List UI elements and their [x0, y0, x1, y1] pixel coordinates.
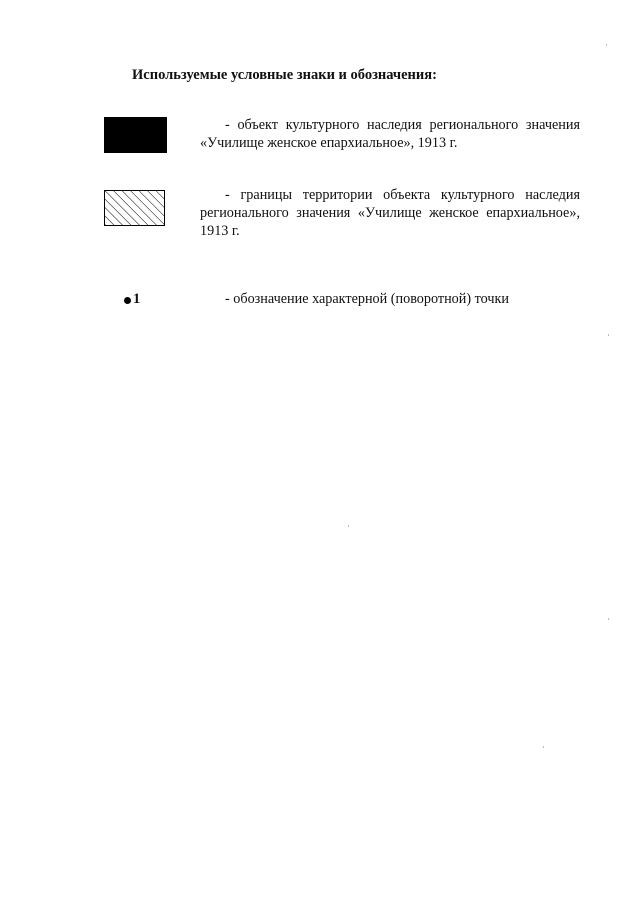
scan-speck — [348, 525, 349, 527]
hatched-swatch — [104, 190, 165, 226]
scan-speck — [543, 746, 544, 748]
legend-title: Используемые условные знаки и обозначения: — [132, 67, 437, 83]
point-dot-icon — [124, 297, 131, 304]
legend-item-description: - границы территории объекта культурного наследия регионального значения «Училище женское епархиальное», 1913 г. — [200, 187, 580, 239]
point-marker — [124, 290, 140, 308]
legend-item-description: - обозначение характерной (поворотной) точки — [225, 291, 509, 307]
scan-speck — [608, 334, 609, 336]
solid-black-swatch — [104, 117, 167, 153]
point-number: 1 — [133, 291, 141, 307]
legend-item-description: - объект культурного наследия регионального значения «Училище женское епархиальное», 1913 г. — [200, 117, 580, 151]
scan-speck — [606, 44, 607, 46]
scan-speck — [608, 618, 609, 620]
